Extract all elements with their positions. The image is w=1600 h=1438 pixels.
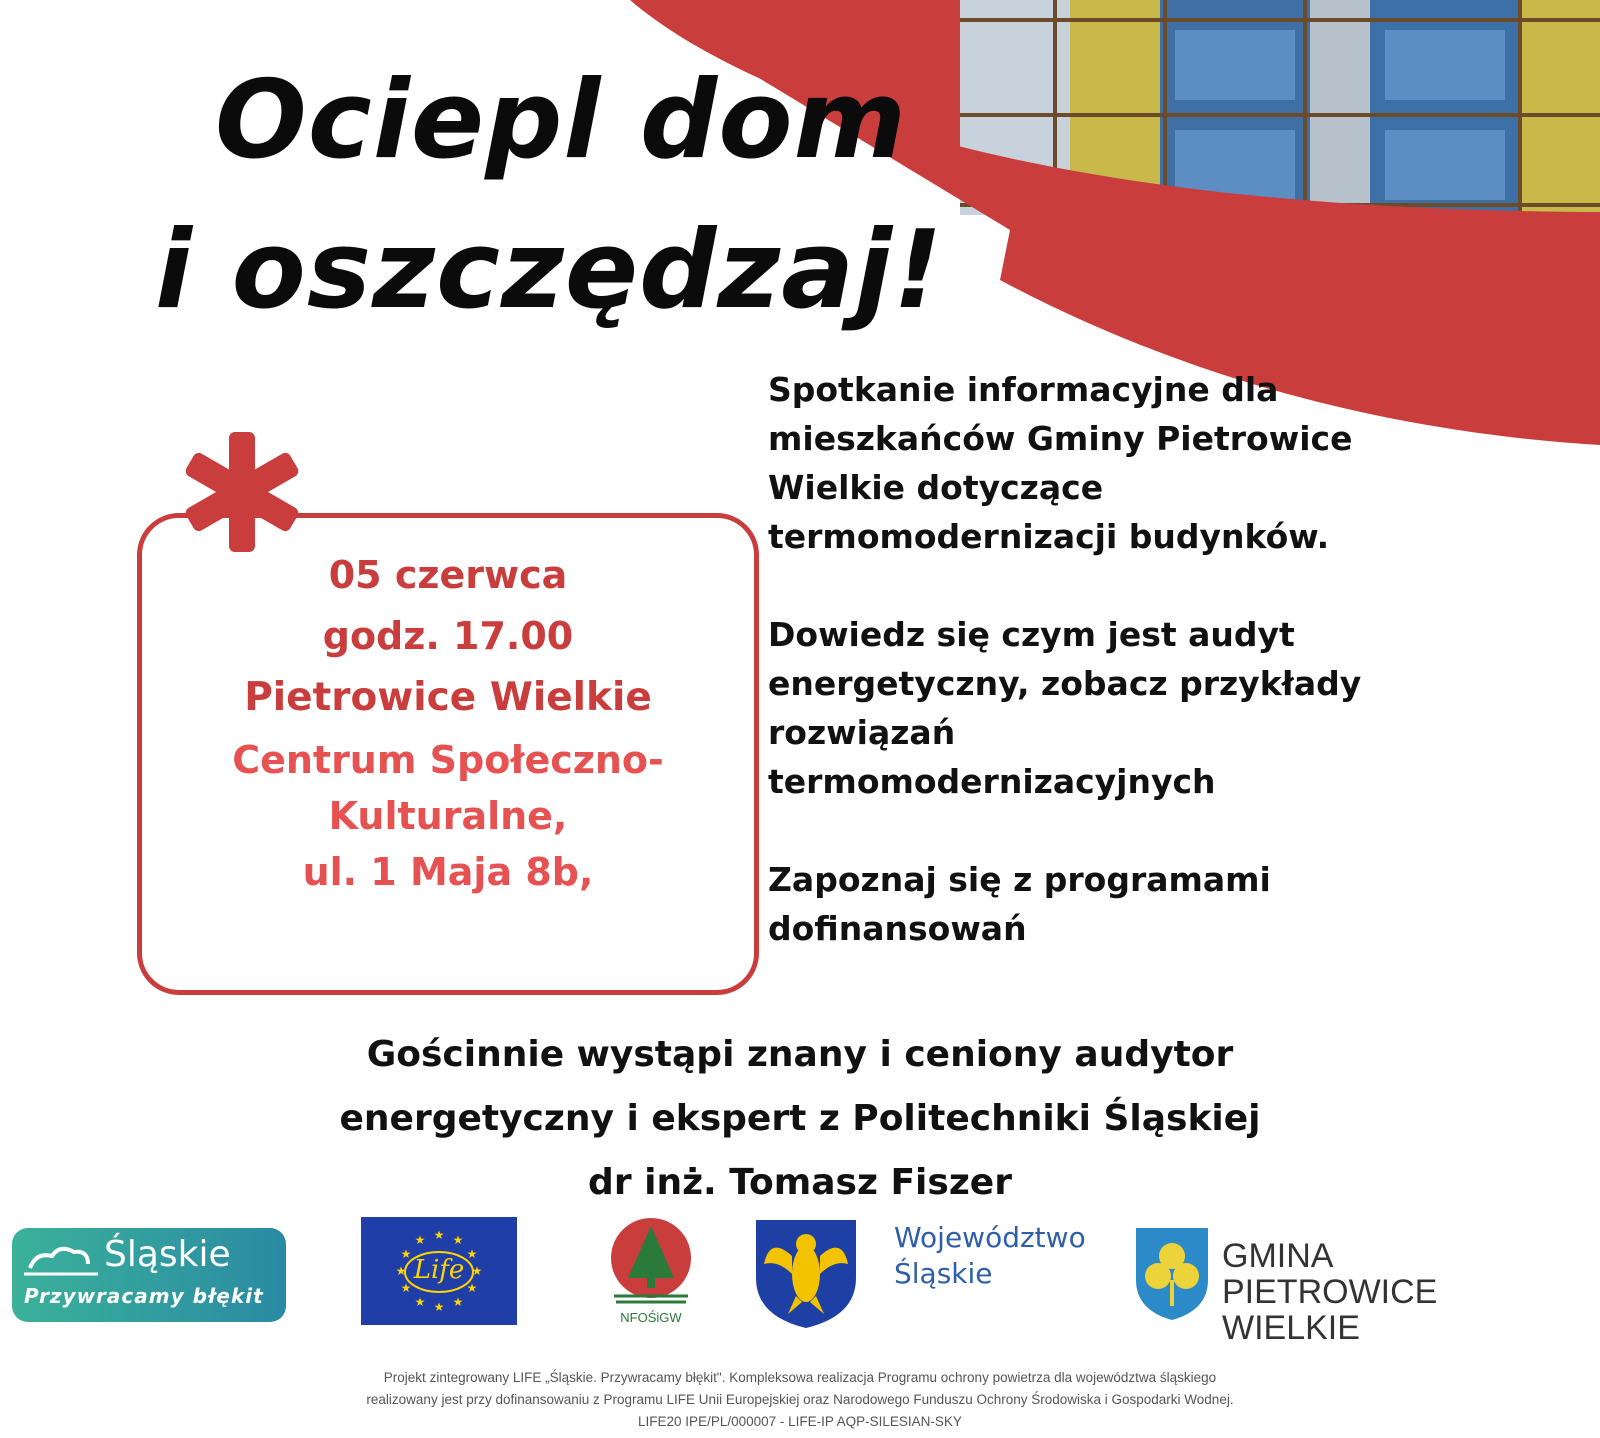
wojewodztwo-line-1: Województwo [894,1221,1086,1254]
svg-text:★: ★ [414,1295,426,1309]
svg-text:★: ★ [395,1264,407,1278]
guest-announcement [0,1023,1600,1215]
svg-text:★: ★ [471,1264,483,1278]
wojewodztwo-logo-text [894,1220,1114,1290]
svg-text:★: ★ [433,1300,445,1314]
svg-text:★: ★ [433,1228,445,1242]
guest-line-2: energetyczny i ekspert z Politechniki Śląskiej [339,1098,1261,1139]
svg-text:★: ★ [400,1247,412,1261]
event-venue-line-3: ul. 1 Maja 8b, [302,850,594,894]
eu-life-logo [361,1217,517,1325]
event-time: godz. 17.00 [322,614,574,658]
headline-line-2: i oszczędzaj! [155,208,944,333]
footer-line-1: Projekt zintegrowany LIFE „Śląskie. Przywracamy błękit". Kompleksowa realizacja Programu ochrony powietrza dla województwa śląskiego [383,1370,1217,1385]
info-paragraph-1: Spotkanie informacyjne dla mieszkańców Gminy Pietrowice Wielkie dotyczące termomodernizacji budynków. [768,370,1353,556]
gmina-logo-text [1222,1237,1582,1347]
wojewodztwo-line-2: Śląskie [894,1257,993,1290]
nfosigw-logo-text: NFOŚiGW [620,1310,682,1325]
svg-text:★: ★ [400,1281,412,1295]
svg-text:★: ★ [414,1233,426,1247]
footer-line-2: realizowany jest przy dofinansowaniu z Programu LIFE Unii Europejskiej oraz Narodowego Funduszu Ochrony Środowiska i Gospodarki Wodnej. [366,1392,1234,1407]
headline-line-1: Ociepl dom [215,58,908,183]
info-paragraph-2: Dowiedz się czym jest audyt energetyczny, zobacz przykłady rozwiązań termomodernizacyjnych [768,615,1362,801]
svg-text:★: ★ [452,1233,464,1247]
slaskie-logo-title: Śląskie [104,1234,231,1275]
footer-line-3: LIFE20 IPE/PL/000007 - LIFE-IP AQP-SILESIAN-SKY [638,1414,962,1429]
headline [155,58,944,333]
eu-life-logo-text: Life [413,1255,465,1285]
gmina-crest [1132,1224,1212,1324]
info-paragraph-3: Zapoznaj się z programami dofinansowań [768,860,1271,948]
event-venue-line-1: Centrum Społeczno- [232,738,664,782]
asterisk-icon [172,430,312,560]
nfosigw-logo [606,1216,696,1330]
svg-text:★: ★ [466,1247,478,1261]
svg-text:★: ★ [452,1295,464,1309]
silesia-coat-of-arms [752,1216,860,1331]
gmina-line-1: GMINA [1222,1237,1334,1275]
info-text [768,365,1548,953]
guest-line-3: dr inż. Tomasz Fiszer [588,1162,1012,1203]
slaskie-logo [12,1228,286,1322]
event-town: Pietrowice Wielkie [244,675,652,720]
footer-note [60,1367,1540,1433]
svg-text:★: ★ [466,1281,478,1295]
event-details [140,545,756,900]
slaskie-logo-subtitle: Przywracamy błękit [24,1284,264,1308]
event-date: 05 czerwca [328,553,568,597]
gmina-line-2: PIETROWICE WIELKIE [1222,1273,1438,1347]
guest-line-1: Gościnnie wystąpi znany i ceniony audytor [366,1034,1234,1075]
event-venue-line-2: Kulturalne, [328,794,568,838]
